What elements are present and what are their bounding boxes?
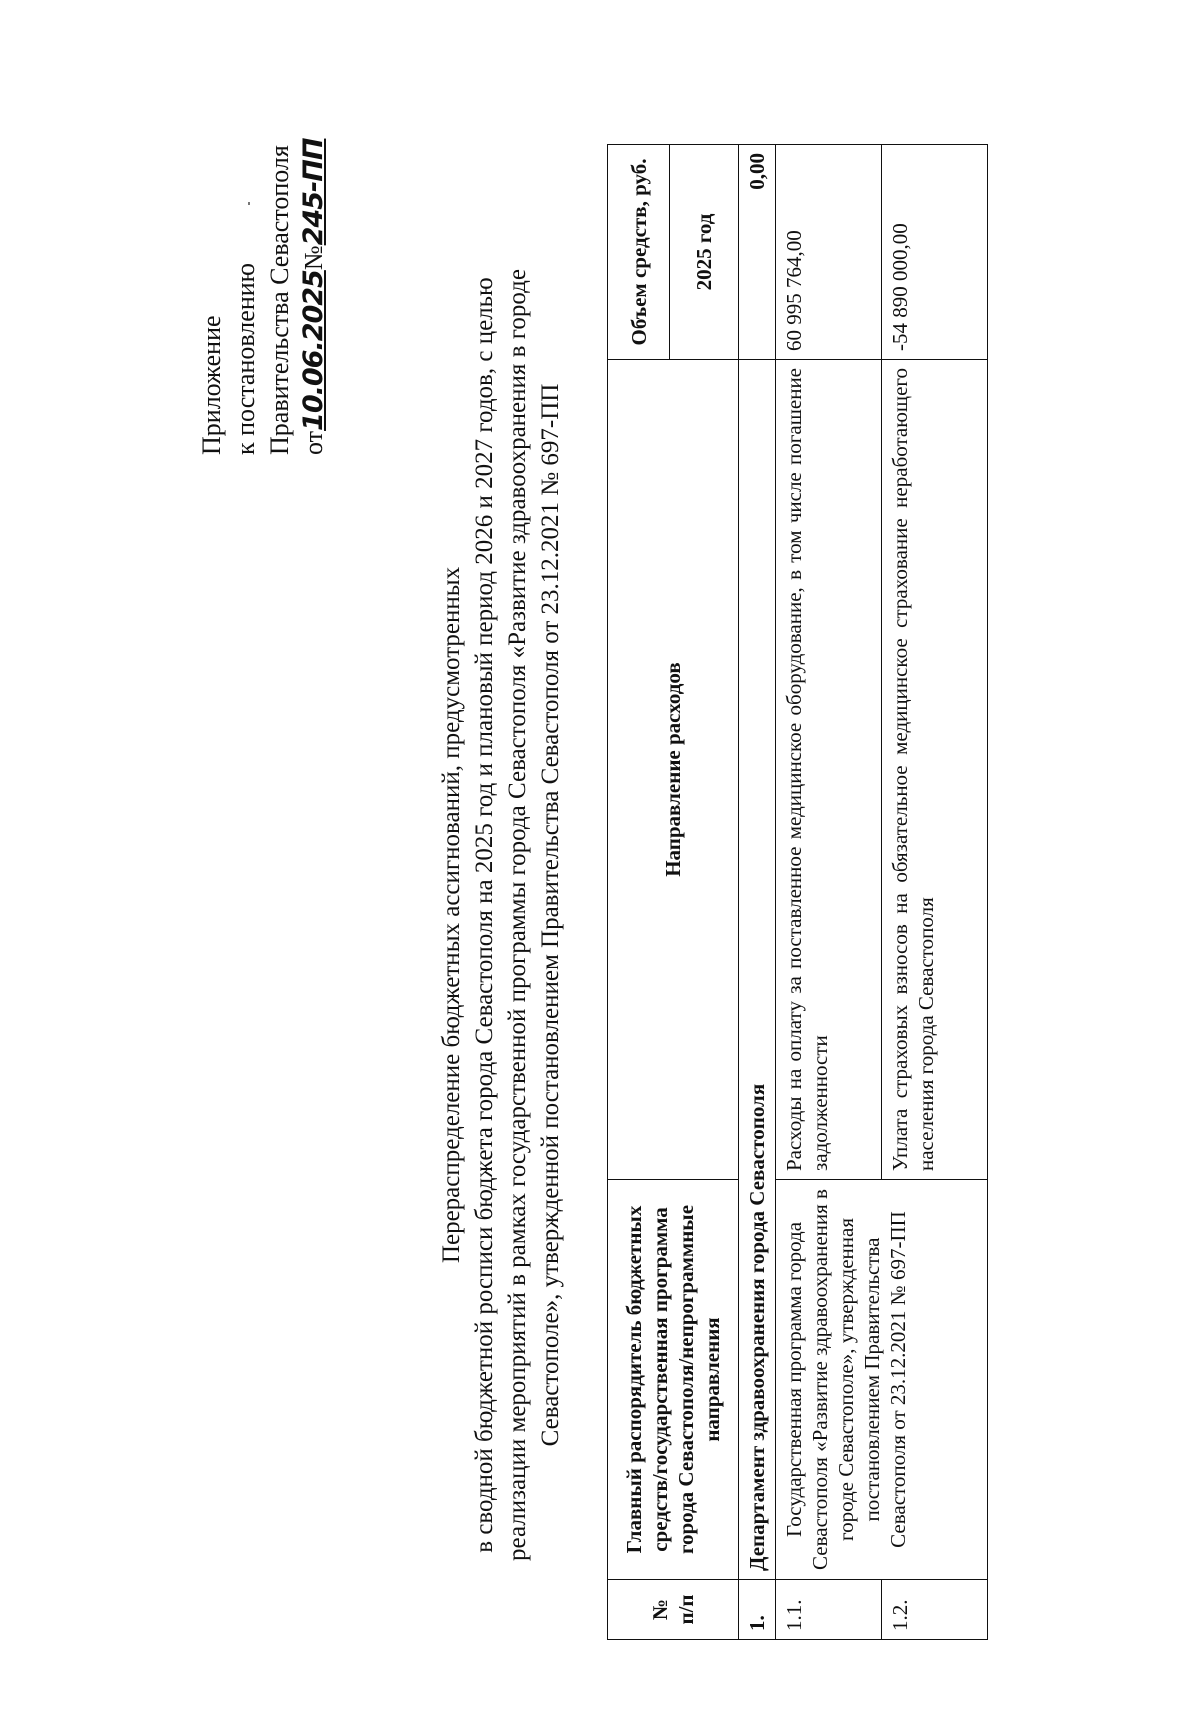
- handwritten-number: 245-ПП: [298, 138, 329, 246]
- row-num: 1.2.: [882, 1580, 988, 1640]
- heading-line-4: Севастополе», утвержденной постановлением Правительства Севастополя от 23.12.2021 № 697-ПП: [537, 383, 564, 1447]
- heading-line-2: в сводной бюджетной росписи бюджета города Севастополя на 2025 год и плановый период 2026 и 2027 годов, с целью: [471, 277, 498, 1553]
- section-num: 1.: [739, 1580, 776, 1640]
- row-direction: Уплата страховых взносов на обязательное медицинское страхование неработающего населения города Севастополя: [882, 360, 988, 1180]
- row-direction: Расходы на оплату за поставленное медицинское оборудование, в том числе погашение задолженности: [776, 360, 882, 1180]
- row-num: 1.1.: [776, 1580, 882, 1640]
- handwritten-date: 10.06.2025: [298, 270, 329, 431]
- heading-line-3: реализации мероприятий в рамках государственной программы города Севастополя «Развитие здравоохранения в городе: [504, 269, 531, 1561]
- document-heading: [435, 165, 567, 1665]
- section-amount: 0,00: [739, 145, 776, 360]
- allocation-table: [607, 144, 988, 1640]
- header-direction: Направление расходов: [608, 360, 739, 1180]
- appendix-from-label: от: [299, 430, 328, 455]
- appendix-date-line: [297, 35, 331, 455]
- table-row: [776, 145, 882, 1640]
- header-year: 2025 год: [670, 145, 739, 360]
- table-header-row: [608, 145, 670, 1640]
- row-amount: -54 890 000,00: [882, 145, 988, 360]
- appendix-issuer: Правительства Севастополя: [265, 145, 294, 455]
- section-row: [739, 145, 776, 1640]
- appendix-block: [195, 35, 331, 455]
- heading-line-1: Перераспределение бюджетных ассигнований, предусмотренных: [438, 566, 465, 1264]
- row-manager: Государственная программа города Севастополя «Развитие здравоохранения в городе Севастополе», утвержденная постановлением Правительства Севастополя от 23.12.2021 № 697-ПП: [776, 1180, 988, 1580]
- row-amount: 60 995 764,00: [776, 145, 882, 360]
- header-volume: Объем средств, руб.: [608, 145, 670, 360]
- header-num: № п/п: [608, 1580, 739, 1640]
- header-manager: Главный распорядитель бюджетных средств/государственная программа города Севастополя/непрограммные направления: [608, 1180, 739, 1580]
- appendix-number-label: №: [299, 245, 328, 271]
- section-title: Департамент здравоохранения города Севастополя: [739, 360, 776, 1580]
- appendix-ref: к постановлению: [231, 262, 260, 455]
- appendix-title: Приложение: [197, 315, 226, 455]
